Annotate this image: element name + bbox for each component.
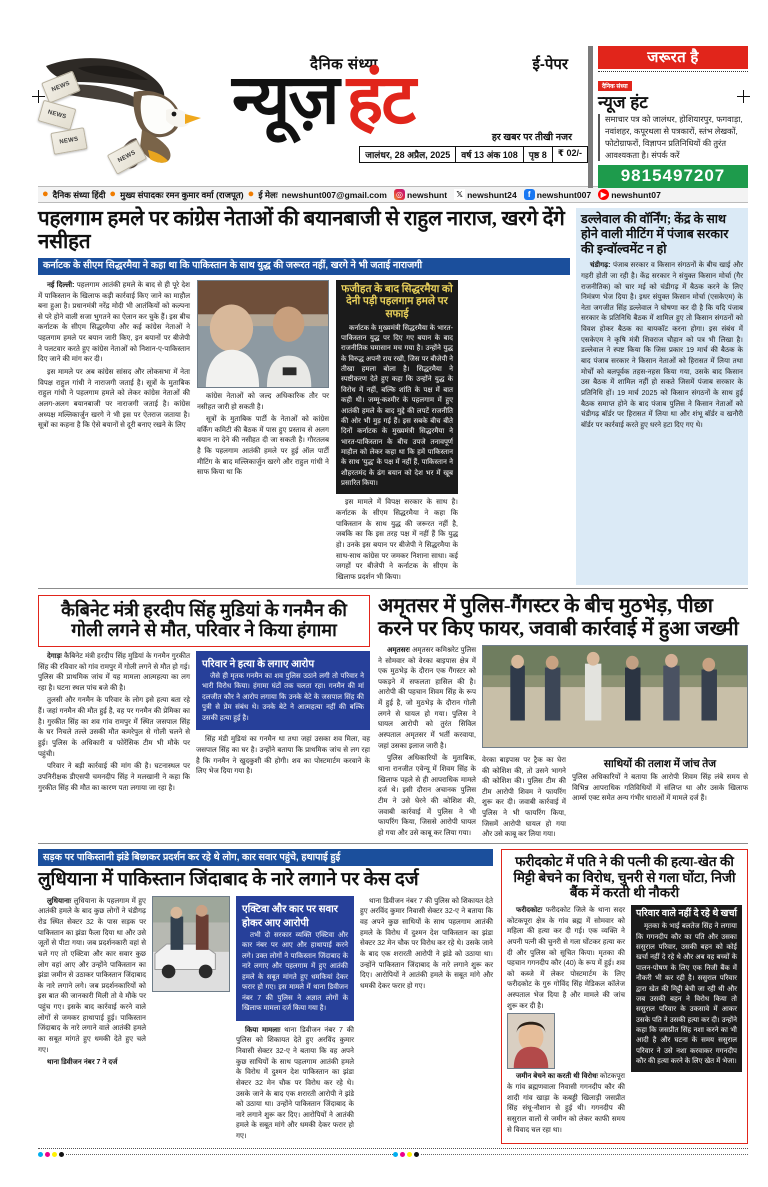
- page-body: [38, 208, 748, 1157]
- print-color-calibration-bar: [38, 1148, 748, 1157]
- amritsar-col1-p2: पुलिस अधिकारियों के मुताबिक, थाना रानजीत एवेन्यू में शिवम सिंह के खिलाफ पहले से ही आपराधिक मामले दर्ज थे। इसी दौरान अचानक पुलिस टीम ने उसे घेरने की कोशिश की, जवाबी कार्रवाई में पुलिस ने भी फायरिंग किया, जिससे आरोपी घायल हो गया और उसे काबू कर लिया गया।: [378, 754, 476, 837]
- facebook-icon: f: [524, 189, 535, 200]
- newspaper-page: [0, 50, 768, 1187]
- ludhiana-accused-box: [236, 896, 354, 1021]
- lead-photo-rahul-kharge: [197, 280, 329, 388]
- info-email-value[interactable]: newshunt007@gmail.com: [281, 189, 387, 200]
- dallewal-body: [581, 260, 743, 430]
- ludhiana-subsection: [236, 1025, 354, 1142]
- faridkot-col1-p2: कोटकपूरा के गांव ब्रह्मणवाला निवासी गगनदीप कौर की शादी गांव खाड़ा के कबड्डी खिलाड़ी जसप्रीत सिंह संधू-नौशान से हुई थी। गगनदीप की ससुराल वालों से जमीन को लेकर काफी समय से विवाद चल रहा था।: [507, 1072, 625, 1134]
- amritsar-col1-p1: अमृतसर कमिश्नरेट पुलिस ने सोमवार को वेरका बाइपास क्षेत्र में एक मुठभेड़ के दौरान एक गैंगस्टर को पकड़ने में सफलता हासिल की है। आरोपी की पहचान शिवम सिंह के रूप में हुई है, जो मुठभेड़ के दौरान गोली लगने से घायल हो गया। पुलिस ने घायल आरोपी को तुरंत सिविल अस्पताल अमृतसर में भर्ती करवाया, जहां उसका इलाज जारी है।: [378, 645, 476, 750]
- issue-pages: पृष्ठ 8: [523, 146, 553, 163]
- amritsar-box-text: पुलिस अधिकारियों ने बताया कि आरोपी शिवम सिंह लंबे समय से विभिन्न आपराधिक गतिविधियों में संलिप्त था और उसके खिलाफ आर्म्स एक्ट समेत अन्य गंभीर धाराओं में मामले दर्ज हैं।: [572, 772, 748, 803]
- section-divider: [38, 843, 748, 844]
- lead-col1-p1: पहलगाम आतंकी हमले के बाद से ही पूरे देश में पाकिस्तान के खिलाफ कड़ी कार्रवाई किए जाने का माहौल बना हुआ है। प्रधानमंत्री नरेंद्र मोदी भी आतंकियों को कल्पना से परे होने वाली सजा भुगतने का ऐलान कर चुके हैं। इस बीच कर्नाटक के सीएम सिद्धरमैया और कई कांग्रेस नेताओं ने पहलगाम हमले पर बयान जारी किए, इन बयानों पर बीजेपी ने पलटवार करते हुए कांग्रेस नेताओं को निशान-ए-पाकिस्तान दिए जाने की मांग कर दी।: [38, 280, 190, 364]
- section-divider: [38, 588, 748, 589]
- amritsar-column-1: [378, 645, 476, 841]
- ludhiana-box-text: तभी दो सरकार व्यक्ति एक्टिवा और कार नंबर पर आए और हाथापाई करने लगे। उक्त लोगों ने पाकिस्तान जिंदाबाद के नारे लगाए और पहलगाम में हुए आतंकी हमले के सबूत मांगते हुए धमकियां देकर फरार हो गए। इस मामले में थाना डिवीजन नंबर 7 की पुलिस ने अज्ञात लोगों के खिलाफ मामला दर्ज किया गया है।: [242, 931, 348, 1013]
- ludhiana-story: [38, 849, 493, 1143]
- money-note-icon: NEWS: [38, 100, 77, 131]
- publication-info-strip: [38, 186, 748, 203]
- social-facebook[interactable]: [524, 189, 591, 200]
- epaper-tag: ई-पेपर: [532, 56, 568, 73]
- masthead-kicker: दैनिक संध्या: [310, 56, 378, 73]
- yellow-dot-icon: [407, 1152, 412, 1157]
- amritsar-story: [378, 595, 748, 841]
- ludhiana-column-1: [38, 896, 146, 1144]
- bottom-section: [38, 849, 748, 1143]
- issue-info-bar: [232, 146, 588, 163]
- lead-sidebar-box-siddaramaiah: [336, 280, 458, 495]
- social-youtube[interactable]: [598, 189, 661, 200]
- amritsar-headline[interactable]: अमृतसर में पुलिस-गैंगस्टर के बीच मुठभेड़, पीछा करने पर किए फायर, जवाबी कार्रवाई में हुआ जख्मी: [378, 594, 739, 640]
- faridkot-box-text: मृतका के भाई बलतेज सिंह ने लगाया कि गगनदीप कौर का पति और उसका ससुराल परिवार, उसकी बहन को कोई खर्चा नहीं दे रहे थे और अब वह बच्चों के पालन-पोषण के लिए एक निजी बैंक में नौकरी भी कर रही है। ससुराल परिवार द्वारा खेत की मिट्टी बेची जा रही थी और जब उसकी बहन ने विरोध किया तो ससुराल परिवार के उकसावे में आकर उसके पति ने उसकी हत्या कर दी। उन्होंने कहा कि जसप्रीत सिंह नशा करने का भी आदी है और घटना के समय ससुराल परिवार ने उसे नशा करवाकर गगनदीप कौर की हत्या करने के लिए खेत में भेजा।: [636, 923, 737, 1066]
- magenta-dot-icon: [400, 1152, 405, 1157]
- amritsar-lower-columns: [482, 752, 748, 840]
- magenta-dot-icon: [45, 1152, 50, 1157]
- lead-box-title: फजीहत के बाद सिद्धरमैया को देनी पड़ी पहलगाम हमले पर सफाई: [341, 283, 453, 321]
- promo-brand-tag: दैनिक संध्या: [598, 81, 632, 91]
- masthead-tagline: हर खबर पर तीखी नजर: [491, 131, 572, 143]
- faridkot-photo-victim: [507, 1013, 555, 1069]
- ludhiana-subheadline: सड़क पर पाकिस्तानी झंडे बिछाकर प्रदर्शन कर रहे थे लोग, कार सवार पहुंचे, हथापाई हुई: [38, 849, 493, 866]
- faridkot-column-2: [631, 905, 742, 1137]
- right-column-story-dallewal: [576, 208, 748, 585]
- mundian-column-1: [38, 651, 190, 795]
- faridkot-column-1: [507, 905, 625, 1137]
- amritsar-photo-police: [482, 645, 748, 748]
- faridkot-box-title: परिवार वाले नहीं दे रहे थे खर्चा: [636, 909, 737, 919]
- ludhiana-column-photo: [152, 896, 230, 1144]
- middle-section: [38, 595, 748, 841]
- youtube-handle: newshunt07: [611, 189, 661, 200]
- money-note-icon: NEWS: [50, 127, 87, 155]
- issue-volume: वर्ष 13 अंक 108: [455, 146, 524, 163]
- lead-box-text: कर्नाटक के मुख्यमंत्री सिद्धरमैया के भारत-पाकिस्तान युद्ध पर दिए गए बयान के बाद राजनीतिक घमासान मच गया है। उन्होंने युद्ध के विरुद्ध अपनी राय रखी, जिस पर बीजेपी ने तीखा हमला बोला है। सिद्धरमैया ने स्पष्टीकरण देते हुए कहा कि उन्होंने युद्ध के विरोध में नहीं, बल्कि शांति के पक्ष में बात कही थी। जम्मू-कश्मीर के पहलगाम में हुए आतंकी हमले के बाद मुद्दे की लपटें राजनीति की ओर भी मुड़ गई हैं। इस सबके बीच बीते दिनों कर्नाटक के मुख्यमंत्री सिद्धरमैया ने भारत-पाकिस्तान के बीच उपजे तनावपूर्ण माहौल को लेकर कहा था कि हमें पाकिस्तान के साथ 'युद्ध' के पक्ष में नहीं हैं, पाकिस्तान ने शौहरतमंद के ढंग बयान को देश भर में खूब प्रसारित किया।: [341, 324, 453, 488]
- lead-col3-p1: इस मामले में विपक्ष सरकार के साथ है। कर्नाटक के सीएम सिद्धरमैया ने कहा कि पाकिस्तान के साथ युद्ध की जरूरत नहीं है, जबकि का कि इस तरह पक्ष में नहीं हैं कि युद्ध हो। उनके इस बयान पर बीजेपी ने सिद्धरमैया के साथ-साथ कांग्रेस पर जमकर निशाना साधा। कई जगहों पर बीजेपी ने कर्नाटक के सीएम के खिलाफ प्रदर्शन भी किया।: [336, 498, 458, 581]
- photo-illustration: [153, 897, 229, 991]
- mundian-column-2: [196, 651, 370, 795]
- promo-heading: जरूरत है: [598, 46, 748, 69]
- black-dot-icon: [59, 1152, 64, 1157]
- facebook-handle: newshunt007: [536, 189, 592, 200]
- ludhiana-headline[interactable]: लुधियाना में पाकिस्तान जिंदाबाद के नारे लगाने पर केस दर्ज: [38, 870, 419, 891]
- faridkot-story: [501, 849, 748, 1143]
- twitter-x-icon: 𝕏: [454, 189, 465, 200]
- mundian-col2-p1: सिंह मंडी मुडियां का गनमैन था तथा जहां उसका शव मिला, वह जसपाल सिंह का घर है। उन्होंने बताया कि प्राथमिक जांच से लग रहा है कि गनमैन ने खुदकुशी की होगी। शव का पोस्टमार्टम करवाने के लिए भेज दिया गया है।: [196, 735, 370, 776]
- promo-divider: [598, 69, 748, 72]
- lead-column-2-text: [197, 391, 329, 478]
- bullet-icon: ●: [247, 188, 255, 200]
- lead-story-section: [38, 208, 748, 585]
- color-dots-group: [393, 1152, 419, 1157]
- mundian-headline[interactable]: कैबिनेट मंत्री हरदीप सिंह मुडियां के गनमैन की गोली लगने से मौत, परिवार ने किया हंगामा: [61, 599, 347, 641]
- black-dot-icon: [414, 1152, 419, 1157]
- social-instagram[interactable]: [394, 189, 447, 200]
- twitter-handle: newshunt24: [467, 189, 517, 200]
- photo-illustration: [483, 646, 747, 747]
- ludhiana-columns: [38, 896, 493, 1144]
- lead-dateline: नई दिल्ली:: [47, 280, 75, 289]
- promo-phone-number[interactable]: 9815497207: [598, 165, 748, 188]
- photo-illustration: [508, 1014, 554, 1068]
- ludhiana-column-3: [360, 896, 493, 1144]
- amritsar-caption: वेरका बाइपास पर ट्रैक का घेरा की कोशिश की, तो उसने भागने की कोशिश की। पुलिस टीम की टीम आरोपी शिवम ने फायरिंग शुरू कर दी। जवाबी कार्रवाई में पुलिस ने भी फायरिंग किया, जिसमें आरोपी घायल हो गया और उसे काबू कर लिया गया।: [482, 755, 566, 839]
- info-editor: मुख्य संपादकः रमन कुमार वर्मा (राजपूत): [120, 189, 244, 200]
- mundian-column-2-text: [196, 734, 370, 777]
- faridkot-dateline: फरीदकोटः: [516, 906, 543, 914]
- info-language: दैनिक संध्या हिंदी: [52, 189, 106, 200]
- dallewal-text: पंजाब सरकार व किसान संगठनों के बीच खाई और गहरी होती जा रही है। केंद्र सरकार ने संयुक्त किसान मोर्चा (गैर राजनीतिक) को चार मई को चंडीगढ़ में बैठक करने के लिए निमंत्रण भेज दिया है। इधर संयुक्त किसान मोर्चा (एसकेएम) के नेता जगजीत सिंह डल्लेवाल ने घोषणा कर दी है कि यदि पंजाब सरकार के प्रतिनिधि बैठक में शामिल हुए तो किसान संगठनों को विवश होकर बैठक का बायकॉट करना होगा। इस संबंध में एसकेएम ने कृषि मंत्री शिवराज चौहान को पत्र भी लिखा है। डल्लेवाल ने स्पष्ट किया कि जिस प्रकार 19 मार्च की बैठक के बाद पंजाब सरकार ने किसान नेताओं को हिरासत में लिया तथा मोर्चों को बलपूर्वक तहस-नहस किया गया, उसके बाद किसान उस बैठक में शामिल नहीं हो सकते जिसमें पंजाब सरकार के प्रतिनिधि हों। 19 मार्च 2025 को किसान संगठनों के साथ हुई बैठक समाप्त होने के बाद पंजाब पुलिस ने किसान नेताओं को चंडीगढ़ बॉर्डर पर हिरासत में लिया था और शंभू बॉर्डर व खनौरी बॉर्डर पर कार्रवाई करते हुए धरने हटा दिए गए थे।: [581, 261, 743, 429]
- amritsar-dateline: अमृतसरः: [387, 645, 410, 654]
- social-twitter[interactable]: [454, 189, 517, 200]
- ludhiana-col1-p2: थाना डिवीजन नंबर 7 ने दर्ज: [47, 1058, 118, 1067]
- issue-price: ₹ 02/-: [552, 146, 588, 163]
- lead-column-1: [38, 280, 190, 585]
- mundian-col1-p1: कैबिनेट मंत्री हरदीप सिंह मुडियां के गनमैन गुरकीत सिंह की रविवार को गांव रामपुर में गोली लगने से मौत हो गई। पुलिस की प्राथमिक जांच में यह मामला आत्महत्या का लग रहा है। घटना स्थल पांच बजे की है।: [38, 651, 190, 692]
- eagle-logo-illustration: [38, 50, 228, 178]
- info-email-label: ई मेलः: [258, 189, 278, 200]
- faridkot-sub-title: जमीन बेचने का करती थी विरोधः: [516, 1072, 598, 1081]
- lead-column-2: [197, 280, 329, 585]
- yellow-dot-icon: [52, 1152, 57, 1157]
- bullet-icon: ●: [42, 188, 49, 200]
- lead-story-main: [38, 208, 570, 585]
- mundian-box-title: परिवार ने हत्या के लगाए आरोप: [202, 658, 315, 670]
- ludhiana-dateline: लुधियानाः: [47, 896, 72, 905]
- calibration-line: [421, 1154, 748, 1155]
- bullet-icon: ●: [109, 188, 117, 200]
- instagram-handle: newshunt: [406, 189, 448, 200]
- youtube-icon: ▶: [598, 189, 609, 200]
- photo-illustration: [198, 281, 328, 387]
- ludhiana-box-title: एक्टिवा और कार पर सवार होकर आए आरोपी: [242, 903, 338, 929]
- faridkot-columns: [507, 905, 742, 1137]
- lead-col1-p2: इस मामले पर अब कांग्रेस सांसद और लोकसभा में नेता विपक्ष राहुल गांधी ने नाराजगी जताई है। सूत्रों के मुताबिक राहुल गांधी ने पहलगाम हमले को लेकर कांग्रेस नेताओं की अलग-अलग बयानबाजी पर नाराजगी जताई है। कांग्रेस अध्यक्ष मल्लिकार्जुन खरगे ने भी इस पर ऐतराज जताया है। सूत्रों का कहना है कि ऐसे बयानों से दूरी बनाए रखने के लिए: [38, 368, 190, 430]
- lead-col2-p2: सूत्रों के मुताबिक पार्टी के नेताओं को कांग्रेस वर्किंग कमिटी की बैठक में पास हुए प्रस्ताव से अलग बयान ना देने की नसीहत दी जा सकती है। गौरतलब है कि पहलगाम आतंकी हमले पर हुई ऑल पार्टी मीटिंग के बाद मल्लिकार्जुन खरगे और राहुल गांधी ने साफ किया था कि: [197, 415, 329, 477]
- faridkot-headline[interactable]: फरीदकोट में पति ने की पत्नी की हत्या-खेत की मिट्टी बेचने का विरोध, चुनरी से गला घोंटा, निजी बैंक में करती थी नौकरी: [513, 854, 736, 901]
- masthead-title-block: [228, 50, 588, 163]
- faridkot-col1-p1: फरीदकोट जिले के थाना सदर कोटकपूरा क्षेत्र के गांव ब्रह्म में सोमवार को महिला की हत्या कर दी गई। एक व्यक्ति ने अपनी पत्नी की चुनरी से गला घोंटकर हत्या कर दी और पुलिस को सूचित किया। मृतका की पहचान गगनदीप कौर (40) के रूप में हुई। शव को कब्जे में लेकर पोस्टमार्टम के लिए फरीदकोट के गुरु गोविंद सिंह मेडिकल कॉलेज अस्पताल भेज दिया है और मामले की जांच शुरू कर दी है।: [507, 906, 625, 1010]
- cyan-dot-icon: [393, 1152, 398, 1157]
- promo-body-text: समाचार पत्र को जालंधर, होशियारपुर, फगवाड़ा, नवांशहर, कपूरथला से पत्रकारों, स्तंभ लेखकों, फोटोग्राफरों, विज्ञापन प्रतिनिधियों की तुरंत आवश्यकता है। संपर्क करें: [598, 114, 748, 162]
- mundian-col1-p2: तुलसी और गनमैन के परिवार के लोग इसे हत्या बता रहे हैं। जहां गनमैन की मौत हुई है, वह पर गनमैन की प्रेमिका का है। गुरकीत सिंह का शव गांव रामपुर में स्थित जसपाल सिंह के घर निचले तल्ले उसकी मौत कमरेपुल से गोली चलने से हुई। पुलिस के अधिकारी व फोरेंसिक टीम भी मौके पर पहुंची।: [38, 696, 190, 758]
- color-dots-group: [38, 1152, 64, 1157]
- amritsar-columns: [378, 645, 748, 841]
- mundian-dateline: देगाड़ः: [47, 651, 62, 660]
- mundian-columns: [38, 651, 370, 795]
- mundian-story: [38, 595, 370, 841]
- masthead: [38, 49, 748, 186]
- mundian-col1-p3: परिवार ने बड़ी कार्रवाई की मांग की है। घटनास्थल पर उपनिरीक्षक डीएसपी चमनदीप सिंह ने मलखानी ने कहा कि गुरकीत सिंह की मौत का कारण पता लगाया जा रहा है।: [38, 762, 190, 792]
- ludhiana-col2-p1: थाना डिवीजन नंबर 7 की पुलिस को शिकायत देते हुए अरविंद कुमार निवासी सेक्टर 32-ए ने बताया कि वह अपने कुछ साथियों के साथ पहलगाम आतंकी हमले के विरोध में दुश्मन देश पाकिस्तान का झंडा सेक्टर 32 मेन चौक पर विरोध कर रहे थे। उसके जाने के बाद एक शरारती आरोपी ने झंडे को उठाया था। उन्होंने पाकिस्तान जिंदाबाद के नारे लगाने शुरू कर दिए। आरोपियों ने आतंकी हमले के सबूत मांगे और धमकी देकर फरार हो गए।: [236, 1025, 354, 1141]
- money-note-icon: NEWS: [41, 70, 81, 103]
- ludhiana-col3-overflow: थाना डिवीजन नंबर 7 की पुलिस को शिकायत देते हुए अरविंद कुमार निवासी सेक्टर 32-ए ने बताया कि वह अपने कुछ साथियों के साथ पहलगाम आतंकी हमले के विरोध में दुश्मन देश पाकिस्तान का झंडा सेक्टर 32 मेन चौक पर विरोध कर रहे थे। उसके जाने के बाद एक शरारती आरोपी ने झंडे को उठाया था। उन्होंने पाकिस्तान जिंदाबाद के नारे लगाने शुरू कर दिए। आरोपियों ने आतंकी हमले के सबूत मांगे और धमकी देकर फरार हो गए।: [360, 896, 493, 990]
- mundian-headline-frame: [38, 595, 370, 647]
- logo-text-red: हंट: [346, 62, 414, 138]
- amritsar-column-2: [482, 645, 748, 841]
- calibration-line: [66, 1154, 393, 1155]
- ludhiana-column-box: [236, 896, 354, 1144]
- lead-columns: [38, 280, 570, 585]
- faridkot-column-1-cont: [507, 1071, 625, 1135]
- mundian-family-allegation-box: [196, 651, 370, 731]
- cyan-dot-icon: [38, 1152, 43, 1157]
- lead-column-3-text: [336, 497, 458, 582]
- amritsar-box-title: साथियों की तलाश में जांच तेज: [603, 758, 717, 770]
- lead-headline[interactable]: पहलगाम हमले पर कांग्रेस नेताओं की बयानबाजी से राहुल नाराज, खरगे देंगे नसीहत: [38, 208, 565, 253]
- dallewal-headline[interactable]: डल्लेवाल की वॉर्निंग; केंद्र के साथ होने वाली मीटिंग में पंजाब सरकार की इन्वॉल्वमेंट न हो: [581, 212, 729, 256]
- lead-col2-p1: कांग्रेस नेताओं को जल्द अधिकारिक तौर पर नसीहत जारी हो सकती है।: [197, 391, 329, 411]
- ludhiana-sub-title: किया मामलाः: [245, 1025, 281, 1034]
- lead-column-3: [336, 280, 458, 585]
- instagram-icon: ◎: [394, 189, 405, 200]
- logo-text-black: न्यूज़: [232, 62, 338, 138]
- amritsar-sidebox-wrap: [572, 755, 748, 840]
- recruitment-promo-box: [588, 46, 748, 188]
- ludhiana-col1-p1: लुधियाना के पहलगाम में हुए आतंकी हमले के बाद कुछ लोगों ने चंडीगढ़ रोड स्थित सेक्टर 32 के पास सड़क पर पाकिस्तान का झंडा फैला दिया था और उसे जूतों से पीटा गया। जब प्रदर्शनकारी वहां से चले गए तो एक्टिवा और कार सवार कुछ लोग वहां आए और उन्होंने पाकिस्तान का झंडा जमीन से उठाकर पाकिस्तान जिंदाबाद के नारे लगाने लगे। जब प्रदर्शनकारियों को इस बात की जानकारी मिली तो वे मौके पर पहुंच गए। इसके बाद कार्रवाई करने वाले लोगों से जमकर हाथापाई हुई। पाकिस्तान जिंदाबाद के नारे लगाने वाले आतंकी हमले का सबूत मांगते हुए धमकी देते हुए चले गए।: [38, 896, 146, 1054]
- mundian-box-text: जैसे ही मृतक गनमैन का शव पुलिस उठाने लगी तो परिवार ने भारी विरोध किया। हंगामा घंटों तक चलता रहा। गनमैन की मां दलजीत कौर ने आरोप लगाया कि उनके बेटे के जसपाल सिंह की पुत्री से प्रेम संबंध थे। उनके बेटे ने आत्महत्या नहीं की बल्कि उसकी हत्या हुई है।: [202, 672, 364, 722]
- dallewal-dateline: चंडीगढ़:: [590, 261, 611, 270]
- promo-brand-name: न्यूज हंट: [598, 93, 648, 112]
- lead-subheadline: कर्नाटक के सीएम सिद्धरमैया ने कहा था कि पाकिस्तान के साथ युद्ध की जरूरत नहीं, खरगे ने भी जताई नाराजगी: [38, 258, 570, 275]
- ludhiana-photo-car: [152, 896, 230, 992]
- issue-date: जालंधर, 28 अप्रैल, 2025: [359, 146, 456, 163]
- faridkot-expenses-box: [631, 905, 742, 1072]
- money-note-icon: NEWS: [107, 139, 147, 174]
